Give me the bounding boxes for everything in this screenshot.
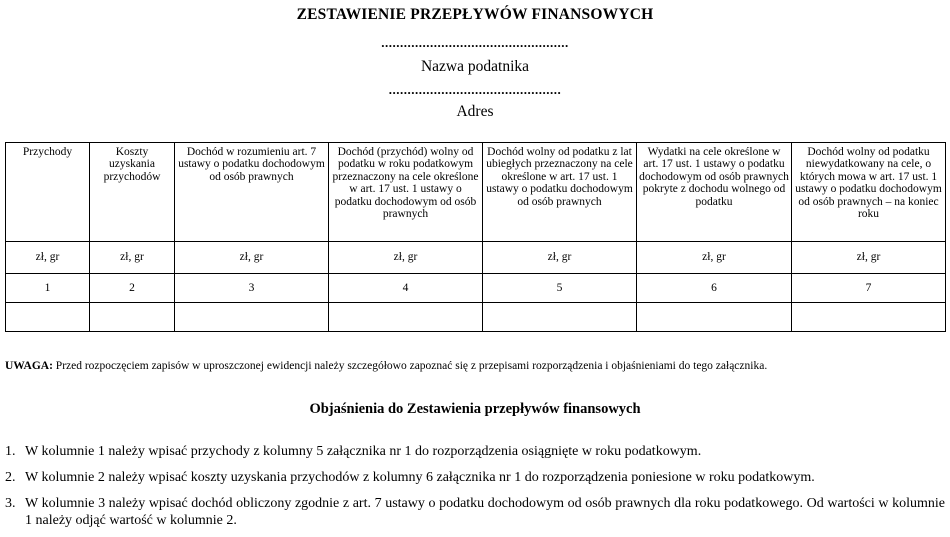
address-label: Adres <box>456 103 494 120</box>
column-header-2: Koszty uzyskania przychodów <box>90 143 175 242</box>
entry-cell[interactable] <box>637 303 792 332</box>
unit-cell: zł, gr <box>175 242 329 274</box>
entry-cell[interactable] <box>90 303 175 332</box>
unit-cell: zł, gr <box>792 242 946 274</box>
address-dots: .............................................. <box>388 82 562 97</box>
column-header-5: Dochód wolny od podatku z lat ubiegłych przeznaczony na cele określone w art. 17 ust. 1 ustawy o podatku dochodowym od osób prawnych <box>483 143 637 242</box>
column-number: 7 <box>792 274 946 303</box>
table-entry-row <box>6 303 946 332</box>
warning-label: UWAGA: <box>5 360 53 372</box>
entry-cell[interactable] <box>329 303 483 332</box>
column-number: 3 <box>175 274 329 303</box>
entry-cell[interactable] <box>483 303 637 332</box>
list-item-number: 3. <box>5 496 16 511</box>
column-header-3: Dochód w rozumieniu art. 7 ustawy o podatku dochodowym od osób prawnych <box>175 143 329 242</box>
list-item-text: W kolumnie 2 należy wpisać koszty uzyskania przychodów z kolumny 6 załącznika nr 1 do rozporządzenia poniesione w roku podatkowym. <box>25 470 815 485</box>
column-header-7: Dochód wolny od podatku niewydatkowany na cele, o których mowa w art. 17 ust. 1 ustawy o podatku dochodowym od osób prawnych – na koniec roku <box>792 143 946 242</box>
explanations-title: Objaśnienia do Zestawienia przepływów finansowych <box>309 401 641 417</box>
unit-cell: zł, gr <box>6 242 90 274</box>
taxpayer-name-dots: .................................................. <box>381 35 569 50</box>
column-number: 1 <box>6 274 90 303</box>
list-item-text: W kolumnie 3 należy wpisać dochód obliczony zgodnie z art. 7 ustawy o podatku dochodowym od osób prawnych dla roku podatkowego. Od wartości w kolumnie 1 należy odjąć wartość w kolumnie 2. <box>25 496 945 528</box>
warning-note <box>5 360 767 372</box>
column-number: 6 <box>637 274 792 303</box>
entry-cell[interactable] <box>6 303 90 332</box>
unit-cell: zł, gr <box>90 242 175 274</box>
list-item <box>5 495 945 529</box>
list-item <box>5 443 945 460</box>
document-title: ZESTAWIENIE PRZEPŁYWÓW FINANSOWYCH <box>296 6 654 23</box>
explanations-list <box>5 443 945 537</box>
taxpayer-name-label: Nazwa podatnika <box>420 58 530 75</box>
column-number: 2 <box>90 274 175 303</box>
column-number: 5 <box>483 274 637 303</box>
entry-cell[interactable] <box>792 303 946 332</box>
entry-cell[interactable] <box>175 303 329 332</box>
list-item-number: 2. <box>5 470 16 485</box>
unit-cell: zł, gr <box>329 242 483 274</box>
unit-cell: zł, gr <box>637 242 792 274</box>
column-header-1: Przychody <box>6 143 90 242</box>
warning-text: Przed rozpoczęciem zapisów w uproszczonej ewidencji należy szczegółowo zapoznać się z przepisami rozporządzenia i objaśnieniami do tego załącznika. <box>52 360 768 372</box>
financial-flows-table <box>5 142 946 332</box>
column-header-6: Wydatki na cele określone w art. 17 ust. 1 ustawy o podatku dochodowym od osób prawnych pokryte z dochodu wolnego od podatku <box>637 143 792 242</box>
table-header-row <box>6 143 946 242</box>
table-unit-row <box>6 242 946 274</box>
list-item-number: 1. <box>5 444 16 459</box>
table-number-row <box>6 274 946 303</box>
unit-cell: zł, gr <box>483 242 637 274</box>
column-header-4: Dochód (przychód) wolny od podatku w roku podatkowym przeznaczony na cele określone w art. 17 ust. 1 ustawy o podatku dochodowym od osób prawnych <box>329 143 483 242</box>
list-item-text: W kolumnie 1 należy wpisać przychody z kolumny 5 załącznika nr 1 do rozporządzenia osiągnięte w roku podatkowym. <box>25 444 702 459</box>
column-number: 4 <box>329 274 483 303</box>
list-item <box>5 469 945 486</box>
